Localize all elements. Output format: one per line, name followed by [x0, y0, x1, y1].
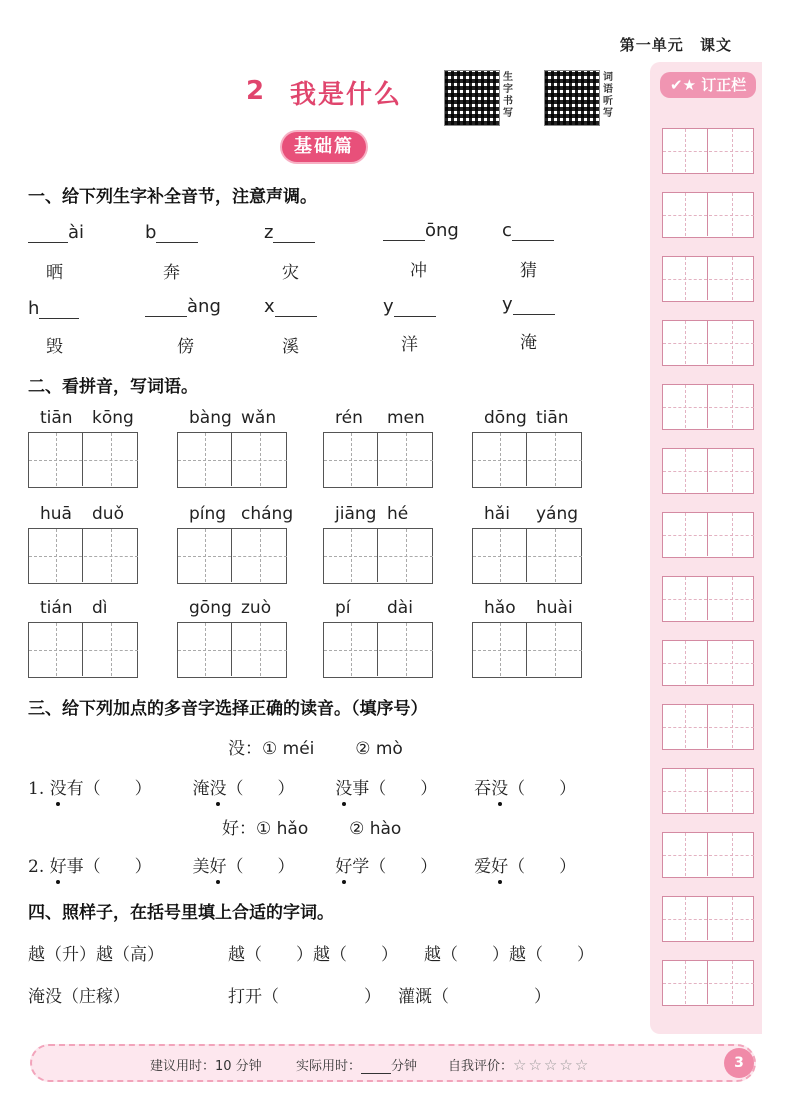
writing-cell[interactable] [473, 433, 527, 486]
guide-line [379, 460, 433, 461]
fill-blank-2[interactable]: 越（ ）越（ ） [424, 945, 594, 965]
hanzi-char: 淹 [520, 333, 537, 353]
writing-cell[interactable] [233, 623, 287, 676]
example-fill-1: 越（升）越（高） [28, 945, 164, 965]
writing-cell[interactable] [233, 433, 287, 486]
writing-cell[interactable] [324, 433, 378, 486]
guide-line [178, 460, 231, 461]
pinyin-syllable: dì [92, 598, 108, 618]
pinyin-syllable: kōng [92, 408, 134, 428]
lesson-title: 我是什么 [290, 80, 403, 110]
pinyin-blank-4[interactable]: ōng [383, 220, 459, 241]
guide-line [29, 460, 82, 461]
suggested-time: 建议用时：10 分钟 [150, 1059, 262, 1074]
check-star-icon: ✔★ [670, 76, 702, 94]
correction-box[interactable] [662, 256, 754, 302]
correction-box[interactable] [662, 832, 754, 878]
hanzi-char: 灾 [282, 263, 299, 283]
q1-item-4[interactable]: 吞没（ ） [474, 779, 577, 799]
writing-box[interactable] [323, 432, 433, 488]
guide-line [29, 556, 82, 557]
sidebar-title: ✔★ 订正栏 [660, 74, 756, 95]
q2-options: 好：① hǎo ② hào [222, 819, 402, 839]
hanzi-char: 傍 [177, 337, 194, 357]
writing-cell[interactable] [324, 529, 378, 582]
hanzi-char: 毁 [46, 337, 63, 357]
correction-box[interactable] [662, 896, 754, 942]
pinyin-syllable: tián [40, 598, 73, 618]
correction-box[interactable] [662, 704, 754, 750]
writing-box[interactable] [472, 432, 582, 488]
writing-cell[interactable] [84, 529, 138, 582]
writing-cell[interactable] [379, 623, 433, 676]
guide-line [379, 556, 433, 557]
q1-item-2[interactable]: 淹没（ ） [192, 779, 295, 799]
writing-cell[interactable] [379, 529, 433, 582]
example-fill-2: 淹没（庄稼） [28, 987, 130, 1007]
unit-header [610, 34, 732, 55]
writing-cell[interactable] [84, 433, 138, 486]
pinyin-blank-7[interactable]: àng [145, 296, 221, 317]
rating-star-icon[interactable]: ☆ [543, 1056, 558, 1074]
guide-line [473, 460, 526, 461]
guide-line [178, 650, 231, 651]
guide-line [324, 650, 377, 651]
q2-item-3[interactable]: 好学（ ） [335, 857, 438, 877]
section1-heading: 一、给下列生字补全音节，注意声调。 [28, 187, 317, 207]
section3-heading: 三、给下列加点的多音字选择正确的读音。（填序号） [28, 699, 428, 719]
writing-cell[interactable] [473, 529, 527, 582]
correction-box[interactable] [662, 512, 754, 558]
pinyin-syllable: tiān [40, 408, 73, 428]
guide-line [528, 460, 582, 461]
pinyin-syllable: píng [189, 504, 227, 524]
pinyin-blank-5[interactable]: c [502, 220, 554, 241]
fill-blank-3[interactable]: 打开（ ） [228, 987, 381, 1007]
rating-star-icon[interactable]: ☆ [559, 1056, 573, 1074]
pinyin-blank-6[interactable]: h [28, 298, 79, 319]
guide-line [528, 650, 582, 651]
lesson-type: 课文 [699, 36, 732, 54]
guide-line [473, 650, 526, 651]
pinyin-syllable: huài [536, 598, 573, 618]
writing-box[interactable] [28, 622, 138, 678]
writing-box[interactable] [472, 528, 582, 584]
correction-box[interactable] [662, 768, 754, 814]
correction-box[interactable] [662, 448, 754, 494]
pinyin-syllable: tiān [536, 408, 569, 428]
hanzi-char: 晒 [46, 263, 63, 283]
pinyin-syllable: dōng [484, 408, 527, 428]
guide-line [84, 556, 138, 557]
writing-cell[interactable] [29, 623, 83, 676]
unit-label: 第一单元 [619, 36, 684, 54]
footer-bar [30, 1044, 756, 1082]
qr-code-icon[interactable] [544, 70, 600, 126]
writing-box[interactable] [177, 528, 287, 584]
q2-line: 2. 好事（ ） 美好（ ） 好学（ ） 爱好（ ） [28, 857, 577, 877]
correction-box[interactable] [662, 320, 754, 366]
pinyin-syllable: rén [335, 408, 363, 428]
pinyin-syllable: jiāng [335, 504, 377, 524]
pinyin-syllable: duǒ [92, 504, 124, 524]
writing-box[interactable] [177, 622, 287, 678]
self-evaluation: 自我评价：☆ ☆ ☆ ☆ ☆ [448, 1056, 589, 1074]
hanzi-char: 冲 [410, 261, 427, 281]
pinyin-blank-10[interactable]: y [502, 294, 555, 315]
guide-line [233, 650, 287, 651]
guide-line [473, 556, 526, 557]
qr-label-writing: 生字书写 [503, 72, 513, 119]
guide-line [379, 650, 433, 651]
qr-label-dictation: 词语听写 [603, 72, 613, 119]
pinyin-syllable: cháng [241, 504, 294, 524]
pinyin-syllable: huā [40, 504, 72, 524]
pinyin-syllable: pí [335, 598, 351, 618]
writing-cell[interactable] [233, 529, 287, 582]
writing-cell[interactable] [379, 433, 433, 486]
writing-cell[interactable] [178, 433, 232, 486]
page-number: 3 [724, 1048, 754, 1078]
pinyin-syllable: hé [387, 504, 409, 524]
writing-box[interactable] [323, 622, 433, 678]
fill-blank-4[interactable]: 灌溉（ ） [398, 987, 551, 1007]
pinyin-syllable: zuò [241, 598, 272, 618]
q1-options: 没：① méi ② mò [228, 739, 403, 759]
qr-code-icon[interactable] [444, 70, 500, 126]
correction-box[interactable] [662, 576, 754, 622]
rating-star-icon[interactable]: ☆ [513, 1056, 527, 1074]
correction-box[interactable] [662, 640, 754, 686]
pinyin-syllable: hǎo [484, 598, 516, 618]
correction-box[interactable] [662, 128, 754, 174]
guide-line [178, 556, 231, 557]
basic-section-badge: 基础篇 [282, 132, 366, 162]
writing-box[interactable] [28, 528, 138, 584]
pinyin-syllable: men [387, 408, 425, 428]
writing-box[interactable] [177, 432, 287, 488]
pinyin-syllable: hǎi [484, 504, 510, 524]
pinyin-syllable: gōng [189, 598, 232, 618]
section4-heading: 四、照样子，在括号里填上合适的字词。 [28, 903, 334, 923]
pinyin-blank-3[interactable]: z [264, 222, 315, 243]
guide-line [84, 460, 138, 461]
actual-time[interactable]: 实际用时： 分钟 [296, 1059, 418, 1074]
hanzi-char: 奔 [163, 263, 180, 283]
correction-box[interactable] [662, 960, 754, 1006]
q1-line: 1. 没有（ ） 淹没（ ） 没事（ ） 吞没（ ） [28, 779, 577, 799]
q1-item-3[interactable]: 没事（ ） [335, 779, 438, 799]
guide-line [84, 650, 138, 651]
guide-line [233, 460, 287, 461]
writing-cell[interactable] [178, 529, 232, 582]
pinyin-syllable: wǎn [241, 408, 277, 428]
writing-box[interactable] [323, 528, 433, 584]
guide-line [324, 556, 377, 557]
writing-cell[interactable] [29, 529, 83, 582]
pinyin-blank-9[interactable]: y [383, 296, 436, 317]
pinyin-syllable: yáng [536, 504, 579, 524]
guide-line [29, 650, 82, 651]
guide-line [324, 460, 377, 461]
correction-box[interactable] [662, 384, 754, 430]
writing-cell[interactable] [84, 623, 138, 676]
lesson-number: 2 [246, 76, 265, 106]
q1-item-1[interactable]: 没有（ ） [49, 779, 152, 799]
correction-box[interactable] [662, 192, 754, 238]
q2-item-2[interactable]: 美好（ ） [192, 857, 295, 877]
pinyin-syllable: dài [387, 598, 413, 618]
rating-star-icon[interactable]: ☆ [528, 1056, 542, 1074]
fill-blank-1[interactable]: 越（ ）越（ ） [228, 945, 398, 965]
writing-cell[interactable] [528, 433, 582, 486]
pinyin-blank-8[interactable]: x [264, 296, 317, 317]
section2-heading: 二、看拼音，写词语。 [28, 377, 198, 397]
writing-box[interactable] [28, 432, 138, 488]
hanzi-char: 猜 [520, 261, 537, 281]
writing-cell[interactable] [528, 529, 582, 582]
pinyin-blank-2[interactable]: b [145, 222, 198, 243]
q2-item-4[interactable]: 爱好（ ） [474, 857, 577, 877]
guide-line [528, 556, 582, 557]
writing-cell[interactable] [324, 623, 378, 676]
rating-star-icon[interactable]: ☆ [574, 1056, 589, 1074]
writing-cell[interactable] [178, 623, 232, 676]
writing-cell[interactable] [528, 623, 582, 676]
q2-item-1[interactable]: 好事（ ） [49, 857, 152, 877]
pinyin-blank-1[interactable]: ài [28, 222, 84, 243]
writing-box[interactable] [472, 622, 582, 678]
writing-cell[interactable] [473, 623, 527, 676]
hanzi-char: 溪 [282, 337, 299, 357]
pinyin-syllable: bàng [189, 408, 232, 428]
writing-cell[interactable] [29, 433, 83, 486]
hanzi-char: 洋 [401, 335, 418, 355]
guide-line [233, 556, 287, 557]
